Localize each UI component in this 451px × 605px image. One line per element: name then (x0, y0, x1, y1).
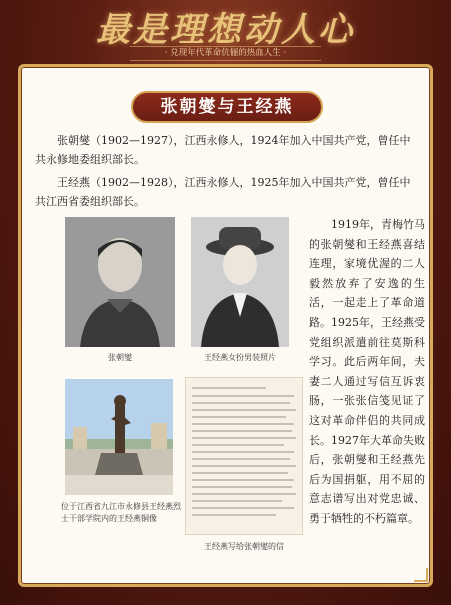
header (0, 0, 451, 64)
caption-photo4: 王经燕写给张朝燮的信 (204, 542, 284, 551)
portrait-zhang-photo (65, 217, 175, 347)
portrait-zhang-illustration (65, 217, 175, 347)
narrative-text: 1919年，青梅竹马的张朝燮和王经燕喜结连理，家境优渥的二人毅然放弃了安逸的生活，一起走上了革命道路。1925年，王经燕受党组织派遣前往莫斯科学习。此后两年间，夫妻二人通过写信互诉衷肠，一张张信笺见证了这对革命伴侣的共同成长。1927年大革命失败后，张朝燮和王经燕先后为国捐躯，用不屈的意志谱写出对党忠诚、勇于牺牲的不朽篇章。 (309, 218, 425, 525)
main-title: 最是理想动人心 (96, 10, 355, 50)
portrait-wang-photo (191, 217, 289, 347)
caption-photo3: 位于江西省九江市永修县王经燕烈士干部学院内的王经燕铜像 (61, 502, 181, 523)
letter-photo (185, 377, 303, 535)
bio-zhang: 张朝燮（1902—1927），江西永修人，1924年加入中国共产党，曾任中共永修地委组织部长。 (35, 134, 411, 166)
bio-wang: 王经燕（1902—1928），江西永修人，1925年加入中国共产党，曾任中共江西省委组织部长。 (35, 176, 411, 208)
caption-photo2: 王经燕女扮男装照片 (204, 353, 276, 362)
statue-illustration (65, 379, 173, 495)
subtitle: · 兑现年代革命伉俪的热血人生 · (130, 46, 321, 61)
section-banner: 张朝燮与王经燕 (131, 91, 323, 123)
caption-photo1: 张朝燮 (108, 353, 132, 362)
portrait-wang-illustration (191, 217, 289, 347)
letter-illustration (186, 378, 302, 534)
corner-ornament (414, 568, 428, 582)
content-panel (18, 64, 433, 587)
statue-photo (65, 379, 173, 495)
